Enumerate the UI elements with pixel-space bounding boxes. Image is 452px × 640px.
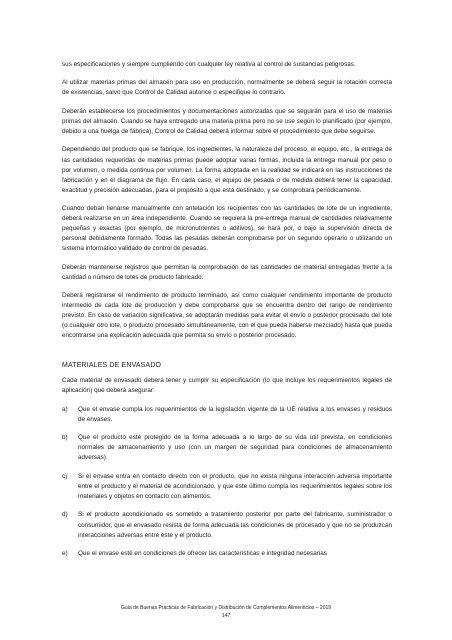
list-item-text: Que el producto esté protegido de la forma adecuada a lo largo de su vida útil prevista, en condiciones normales de almacenamiento y uso (con un margen de seguridad para condiciones de almacenamiento adversas). xyxy=(78,434,392,462)
paragraph-6: Deberán mantenerse registros que permitan la comprobación de las cantidades de material entregadas frente a la cantidad o número de lotes de producto fabricado. xyxy=(62,263,392,281)
list-item-text: Si el envase entra en contacto directo con el producto, que no exista ninguna interacción adversa importante entre el producto y el material de acondicionado, y que este último cumpla los requerimientos legales sobre los materiales y objetos en contacto con alimentos. xyxy=(78,472,392,501)
footer-title: Guía de Buenas Prácticas de Fabricación y Distribución de Complementos Alimenticios – 2019 xyxy=(120,605,332,611)
section-intro: Cada material de envasado deberá tener y cumplir su especificación (lo que incluye los requerimientos legales de aplicación) que deberá asegurar: xyxy=(62,377,392,395)
list-item-text: Si el producto acondicionado es sometido a tratamiento posterior por parte del fabricante, suministrador o consumidor, que el envasado resista de forma adecuada las condiciones de procesado y que no se produzcan interacciones adversas entre éste y el producto. xyxy=(78,511,392,539)
list-marker: e) xyxy=(62,549,68,557)
paragraph-5: Cuando deban llenarse manualmente con antelación los recipientes con las cantidades de lote de un ingrediente, deberá realizarse en un área independiente. Cuando se requiera la pre-entrega manual de cantidades relativamente pequeñas y exactas (por ejemplo, de micronutrientes o aditivos), se hará por, o bajo la supervisión directa de personal debidamente formado. Todas las pesadas deberán comprobarse por un segundo operario o utilizando un sistema informático validado de control de pesadas. xyxy=(62,205,392,253)
list-marker: a) xyxy=(62,405,68,413)
list-item xyxy=(62,472,392,502)
page-content xyxy=(62,60,392,567)
list-item xyxy=(62,405,392,425)
paragraph-2: Al utilizar materias primas del almacén para uso en producción, normalmente se deberá seguir la rotación correcta de existencias, salvo que Control de Calidad autorice o especifique lo contrario. xyxy=(62,79,392,97)
page-number: 147 xyxy=(221,612,231,619)
list-item xyxy=(62,510,392,540)
list-marker: c) xyxy=(62,472,68,480)
list-item xyxy=(62,549,392,559)
list-marker: d) xyxy=(62,511,68,519)
list-item-text: Que el envase esté en condiciones de ofrecer las características e integridad necesarias xyxy=(78,549,327,557)
paragraph-1: sus especificaciones y siempre cumpliendo con cualquier ley relativa al control de sustancias peligrosas. xyxy=(62,61,356,68)
paragraph-4: Dependiendo del producto que se fabrique, los ingredientes, la naturaleza del proceso, el equipo, etc., la entrega de las cantidades requeridas de materias primas puede adoptar varias formas, incluida la entrega manual por peso o por volumen, o medida continua por volumen. La forma adoptada en la realidad se indicará en las instrucciones de fabricación y en el diagrama de flujo. En cada caso, el equipo de pesada o de medida deberá tener la capacidad, exactitud y precisión adecuadas, para el propósito a que está destinado, y se comprobará periódicamente. xyxy=(62,146,392,194)
list-marker: b) xyxy=(62,434,68,442)
list-item xyxy=(62,433,392,463)
paragraph-3: Deberán establecerse los procedimientos y documentaciones autorizadas que se seguirán para el uso de materias primas del almacén. Cuando se haya entregado una materia prima pero no se use según lo planificado (por ejemplo, debido a una huelga de fábrica), Control de Calidad deberá informar sobre el procedimiento que debe seguirse. xyxy=(62,107,392,136)
requirements-list xyxy=(62,405,392,559)
list-item-text: Que el envase cumpla los requerimientos de la legislación vigente de la UE relativa a los envases y residuos de envases. xyxy=(78,405,392,423)
section-heading: MATERIALES DE ENVASADO xyxy=(62,362,162,370)
page-footer xyxy=(0,605,452,620)
paragraph-7: Deberá registrarse el rendimiento de producto terminado, así como cualquier rendimiento importante de producto intermedio de cada lote de producción y debe comprobarse que se encuentra dentro del rango de rendimiento previsto. En caso de variación significativa, se adoptarán medidas para evitar el envío o posterior procesado del lote (o cualquier otro lote, o producto procesado simultáneamente, con el que pueda haberse mezclado) hasta que pueda encontrarse una explicación adecuada que permita su envío o posterior procesado. xyxy=(62,292,392,340)
